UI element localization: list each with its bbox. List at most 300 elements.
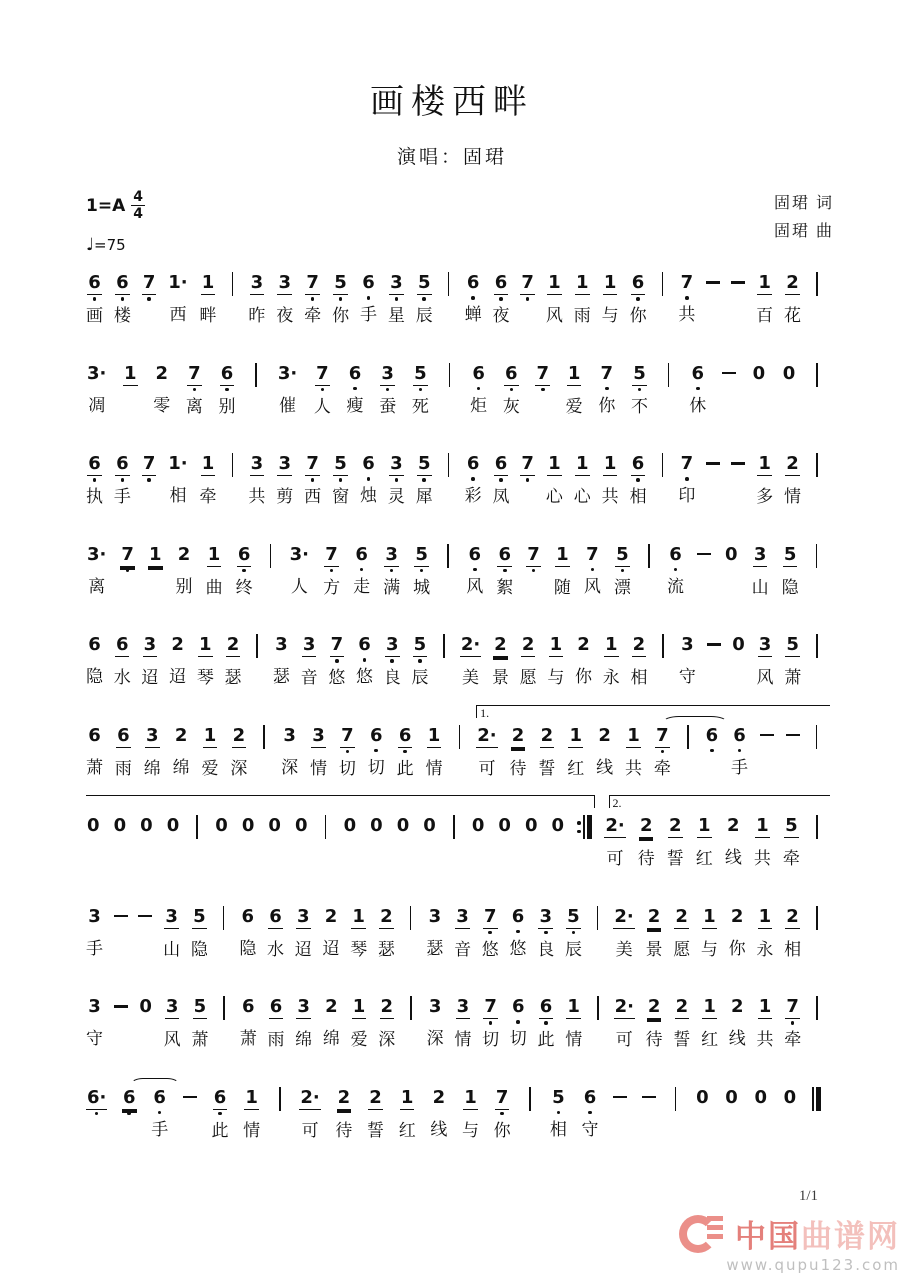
note-number: 1 [124, 362, 137, 384]
barline [266, 544, 276, 568]
lyric: 夜 [492, 306, 510, 325]
note-number: 1 [627, 724, 640, 746]
lyric: 风 [466, 576, 484, 596]
note-number: 0 [140, 815, 153, 836]
lyric: 相 [549, 1119, 567, 1139]
lyric: 爱 [201, 758, 219, 778]
low-octave-dot [526, 567, 541, 575]
note-number: 2 [577, 634, 590, 655]
lyric: 辰 [411, 668, 429, 687]
lyric: 你 [629, 306, 647, 325]
octave-dot-spacer [520, 657, 537, 665]
note-cell [332, 272, 349, 327]
note-number: 5 [334, 453, 347, 474]
duration-dash [706, 281, 720, 284]
dash-cell [114, 906, 128, 959]
note-cell [114, 453, 131, 508]
note-cell [277, 363, 298, 417]
octave-dot-spacer [427, 1018, 444, 1026]
barline [275, 1087, 285, 1111]
note-number: 1 [148, 543, 162, 565]
note-number: 2 [675, 905, 688, 927]
octave-dot-spacer [613, 1107, 627, 1115]
low-octave-dot [186, 386, 203, 394]
rest-cell [753, 1087, 768, 1141]
octave-dot-spacer [350, 929, 367, 937]
note-cell [202, 725, 219, 780]
low-octave-dot [537, 1019, 554, 1027]
note-cell [460, 634, 481, 689]
octave-dot-spacer [752, 567, 769, 575]
lyric: 辰 [564, 939, 582, 959]
note-number: 7 [586, 543, 599, 565]
octave-dot-spacer [697, 564, 711, 572]
lyric: 手 [151, 1119, 169, 1139]
note-number: 0 [754, 1086, 767, 1108]
note-number: 3 [165, 996, 179, 1017]
lyric: 守 [86, 1029, 103, 1048]
note-number: 1 [556, 543, 569, 565]
low-octave-dot [535, 386, 550, 394]
note-number: 7 [121, 543, 134, 565]
note-number: 3 [145, 724, 159, 746]
lyric: 爱 [565, 396, 583, 416]
barline [812, 634, 822, 658]
note-cell [230, 725, 247, 780]
note-number: 3 [88, 905, 101, 927]
page-number: 1/1 [798, 1188, 818, 1204]
lyric: 手 [113, 487, 131, 506]
barline [259, 725, 269, 749]
note-number: 0 [215, 815, 228, 836]
note-number: 3 [539, 905, 552, 927]
lyric: 红 [701, 1030, 719, 1049]
note-cell [465, 453, 482, 507]
note-cell [645, 906, 662, 961]
note-number: 2 [380, 996, 394, 1017]
low-octave-dot [114, 476, 131, 484]
lyric: 深 [281, 757, 299, 777]
note-cell [756, 906, 773, 961]
lyric: 夜 [276, 306, 294, 325]
note-number: 1 [400, 1086, 414, 1108]
lyric: 休 [689, 395, 707, 415]
lyric: 绵 [172, 757, 190, 777]
octave-dot-spacer [673, 1019, 690, 1027]
octave-dot-spacer [240, 1018, 257, 1026]
note-number: 2 [639, 815, 653, 836]
lyric: 心 [545, 487, 563, 506]
low-octave-dot [614, 567, 631, 575]
barline [812, 272, 822, 296]
rest-cell [139, 815, 154, 869]
music-line-9 [86, 996, 822, 1051]
lyric: 瑟 [272, 667, 290, 686]
note-number: 2 [598, 724, 611, 746]
note-cell [784, 453, 801, 508]
low-octave-dot [412, 386, 429, 394]
note-cell [689, 363, 706, 417]
lyric: 音 [454, 939, 472, 959]
low-octave-dot [397, 748, 414, 756]
note-cell [86, 1087, 107, 1142]
octave-dot-spacer [603, 657, 620, 665]
dash-cell [707, 634, 721, 687]
note-cell [784, 634, 801, 689]
note-cell [323, 544, 340, 599]
duration-dash [731, 281, 745, 284]
octave-dot-spacer [295, 1019, 312, 1027]
note-cell [339, 725, 356, 780]
octave-dot-spacer [729, 928, 746, 936]
barline [444, 272, 454, 296]
lyric: 迢 [141, 668, 159, 687]
lyric: 良 [383, 668, 401, 687]
octave-dot-spacer [722, 383, 736, 391]
barline [227, 272, 237, 296]
duration-dash [138, 915, 152, 918]
lyric: 百 [756, 306, 774, 325]
octave-dot-spacer [115, 748, 132, 756]
note-number: 2 [786, 905, 799, 927]
note-cell [399, 1087, 416, 1142]
lyric: 瑟 [377, 939, 395, 959]
low-octave-dot [323, 567, 340, 575]
note-number: 5 [786, 634, 799, 655]
octave-dot-spacer [281, 747, 298, 755]
lyric: 牵 [199, 487, 217, 506]
note-cell [546, 453, 563, 508]
lyric: 共 [756, 1030, 774, 1049]
duration-dash [642, 1096, 656, 1099]
duration-dash [114, 1005, 128, 1008]
lyric: 线 [724, 848, 742, 867]
octave-dot-spacer [167, 475, 188, 483]
note-number: 6 [220, 362, 234, 384]
barline [192, 815, 202, 839]
note-cell [426, 906, 443, 960]
note-number: 2 [174, 724, 188, 746]
note-number: 6 [88, 634, 101, 655]
note-cell [546, 272, 563, 327]
note-number: 6 [511, 905, 525, 927]
octave-dot-spacer [166, 837, 181, 845]
octave-dot-spacer [139, 837, 154, 845]
lyric: 待 [509, 758, 527, 778]
octave-dot-spacer [86, 1018, 103, 1026]
note-number: 2 [786, 272, 799, 293]
note-number: 2 [494, 634, 507, 655]
note-cell [503, 363, 520, 418]
note-number: 6 [269, 996, 283, 1017]
octave-dot-spacer [197, 657, 214, 665]
note-number: 0 [87, 815, 100, 836]
dash-cell [183, 1087, 197, 1140]
rest-cell [731, 634, 746, 688]
lyric: 绵 [143, 758, 161, 778]
note-cell [86, 996, 103, 1050]
note-number: 7 [521, 453, 534, 474]
note-cell [567, 725, 584, 780]
lyric: 切 [509, 1029, 527, 1048]
low-octave-dot [120, 567, 135, 575]
lyric: 你 [575, 667, 593, 686]
octave-dot-spacer [695, 1109, 710, 1117]
music-line-4 [86, 544, 822, 599]
barline [664, 363, 674, 387]
note-cell [614, 544, 631, 599]
lyric: 良 [537, 939, 555, 959]
octave-dot-spacer [289, 566, 310, 574]
barline [252, 634, 262, 658]
note-number: 7 [142, 453, 156, 474]
note-cell [378, 906, 395, 961]
lyric: 誓 [538, 758, 556, 778]
note-number: 2 [521, 634, 535, 655]
octave-dot-spacer [454, 929, 471, 937]
octave-dot-spacer [783, 1109, 798, 1117]
note-number: 2 [632, 634, 646, 655]
note-cell [756, 272, 773, 327]
octave-dot-spacer [200, 295, 217, 303]
barline [812, 725, 822, 749]
barline [657, 272, 667, 296]
note-cell [200, 272, 217, 327]
lyric: 灰 [502, 396, 520, 416]
lyric: 满 [383, 577, 401, 597]
note-number: 2 [731, 996, 744, 1017]
lyric: 画 [86, 306, 103, 325]
lyric: 迢 [169, 667, 187, 686]
octave-dot-spacer [114, 657, 131, 665]
lyric: 瑟 [426, 938, 444, 958]
lyric: 永 [756, 939, 774, 959]
note-number: 6 [505, 362, 518, 384]
lyric: 悠 [328, 668, 346, 687]
note-number: 1 [756, 815, 769, 836]
barline [443, 544, 453, 568]
lyric: 西 [304, 487, 322, 506]
note-number: 7 [306, 453, 319, 474]
low-octave-dot [122, 1110, 137, 1118]
octave-dot-spacer [301, 657, 318, 665]
note-cell [197, 634, 214, 689]
low-octave-dot [332, 295, 349, 303]
note-number: 3· [289, 543, 310, 565]
note-cell [332, 453, 349, 508]
rest-cell [782, 363, 797, 417]
lyric: 情 [565, 1030, 583, 1049]
octave-dot-spacer [476, 748, 497, 756]
lyric: 相 [784, 939, 802, 959]
note-number: 6 [241, 996, 255, 1017]
octave-dot-spacer [310, 748, 327, 756]
note-number: 1· [168, 453, 188, 474]
volta-bracket-continuation [86, 795, 595, 808]
octave-dot-spacer [760, 745, 774, 753]
note-number: 0 [752, 362, 766, 384]
note-number: 0 [551, 815, 565, 836]
note-number: 0 [732, 634, 745, 655]
low-octave-dot [678, 294, 695, 302]
octave-dot-spacer [602, 295, 619, 303]
lyric: 山 [751, 577, 769, 597]
note-number: 3 [390, 272, 403, 293]
octave-dot-spacer [460, 657, 481, 665]
duration-dash [786, 734, 800, 737]
low-octave-dot [678, 475, 695, 483]
note-cell [496, 544, 513, 599]
note-number: 0 [725, 543, 738, 565]
note-number: 6 [631, 272, 645, 293]
octave-dot-spacer [241, 837, 256, 845]
time-signature-numerator: 4 [133, 189, 143, 205]
low-octave-dot [482, 929, 499, 937]
octave-dot-spacer [299, 1110, 320, 1118]
lyric: 与 [461, 1120, 479, 1140]
note-number: 6 [468, 543, 481, 565]
note-cell [575, 634, 592, 688]
note-cell [356, 634, 373, 688]
note-number: 0 [241, 815, 255, 836]
note-number: 1 [549, 634, 563, 655]
octave-dot-spacer [322, 928, 339, 936]
octave-dot-spacer [167, 294, 188, 302]
barline [812, 815, 822, 839]
note-number: 6 [398, 724, 412, 746]
note-cell [413, 544, 430, 599]
note-number: 1 [603, 453, 617, 474]
note-number: 5 [785, 815, 798, 836]
lyric: 牵 [782, 849, 800, 868]
note-number: 2 [647, 905, 661, 927]
lyric: 方 [323, 577, 341, 597]
note-cell [86, 453, 103, 508]
volta-label: 1. [480, 705, 490, 720]
note-cell [323, 996, 340, 1050]
lyric: 窗 [332, 487, 350, 506]
lyricist-credit: 固珺 词 [773, 195, 834, 212]
note-number: 0 [471, 815, 485, 836]
note-number: 3 [250, 453, 264, 474]
octave-dot-spacer [756, 1019, 773, 1027]
note-number: 7 [142, 272, 156, 293]
note-cell [493, 453, 510, 508]
note-number: 1 [464, 1086, 477, 1108]
volta-bracket-1 [476, 705, 830, 718]
octave-dot-spacer [707, 655, 721, 663]
note-cell [328, 634, 345, 689]
octave-dot-spacer [547, 657, 564, 665]
note-cell [756, 996, 773, 1051]
note-number: 2 [337, 1086, 351, 1108]
lyric: 待 [335, 1120, 353, 1140]
octave-dot-spacer [200, 476, 217, 484]
octave-dot-spacer [784, 295, 801, 303]
octave-dot-spacer [753, 1109, 768, 1117]
octave-dot-spacer [138, 1018, 153, 1026]
note-cell [383, 544, 400, 599]
lyric: 与 [601, 306, 619, 325]
low-octave-dot [411, 657, 428, 665]
octave-dot-spacer [638, 838, 655, 846]
rest-cell [86, 815, 101, 869]
note-number: 2 [511, 724, 525, 746]
note-number: 2 [668, 815, 682, 836]
note-cell [225, 634, 242, 689]
octave-dot-spacer [784, 476, 801, 484]
note-number: 2 [540, 724, 554, 746]
low-octave-dot [494, 1110, 511, 1118]
low-octave-dot [384, 657, 401, 665]
key-tempo-block [86, 190, 145, 255]
low-octave-dot [388, 295, 405, 303]
rest-cell [497, 815, 512, 869]
lyric: 手 [731, 757, 749, 777]
lyric: 永 [602, 668, 620, 687]
low-octave-dot [304, 476, 321, 484]
note-number: 3· [277, 362, 298, 384]
lyric: 共 [248, 487, 266, 506]
low-octave-dot [598, 385, 615, 393]
low-octave-dot [314, 386, 331, 394]
octave-dot-spacer [225, 657, 242, 665]
note-number: 6 [153, 1086, 166, 1108]
lyric: 催 [279, 395, 297, 415]
lyric: 可 [615, 1030, 633, 1049]
octave-dot-spacer [267, 837, 282, 845]
barline [812, 544, 822, 568]
note-cell [167, 272, 188, 326]
lyric: 炬 [470, 395, 488, 415]
note-number: 6 [269, 905, 282, 927]
duration-dash [613, 1096, 627, 1099]
note-number: 3 [381, 362, 394, 384]
note-cell [388, 272, 405, 327]
note-cell [304, 453, 321, 508]
note-cell [462, 1087, 479, 1142]
octave-dot-spacer [295, 929, 312, 937]
barline [812, 453, 822, 477]
lyric: 待 [645, 1030, 663, 1049]
note-number: 2 [226, 634, 240, 655]
note-number: 6 [358, 634, 371, 655]
octave-dot-spacer [153, 385, 170, 393]
note-number: 0 [294, 815, 308, 836]
note-cell [142, 272, 157, 327]
lyric: 情 [243, 1120, 261, 1140]
note-number: 3 [428, 996, 442, 1017]
note-number: 0 [370, 815, 383, 836]
note-cell [322, 906, 339, 960]
lyric: 情 [454, 1030, 472, 1049]
low-octave-dot [142, 295, 157, 303]
note-cell [725, 815, 742, 869]
lyric: 牵 [304, 306, 322, 325]
note-cell [596, 725, 613, 779]
octave-dot-spacer [725, 837, 742, 845]
octave-dot-spacer [86, 656, 103, 664]
lyric: 你 [728, 938, 746, 958]
note-number: 3 [312, 724, 325, 746]
note-number: 6 [498, 543, 512, 565]
note-cell [613, 906, 634, 961]
note-number: 2· [614, 905, 634, 927]
low-octave-dot [416, 295, 433, 303]
lyric: 誓 [673, 1030, 691, 1049]
octave-dot-spacer [566, 386, 583, 394]
lyric: 瘦 [346, 395, 364, 415]
